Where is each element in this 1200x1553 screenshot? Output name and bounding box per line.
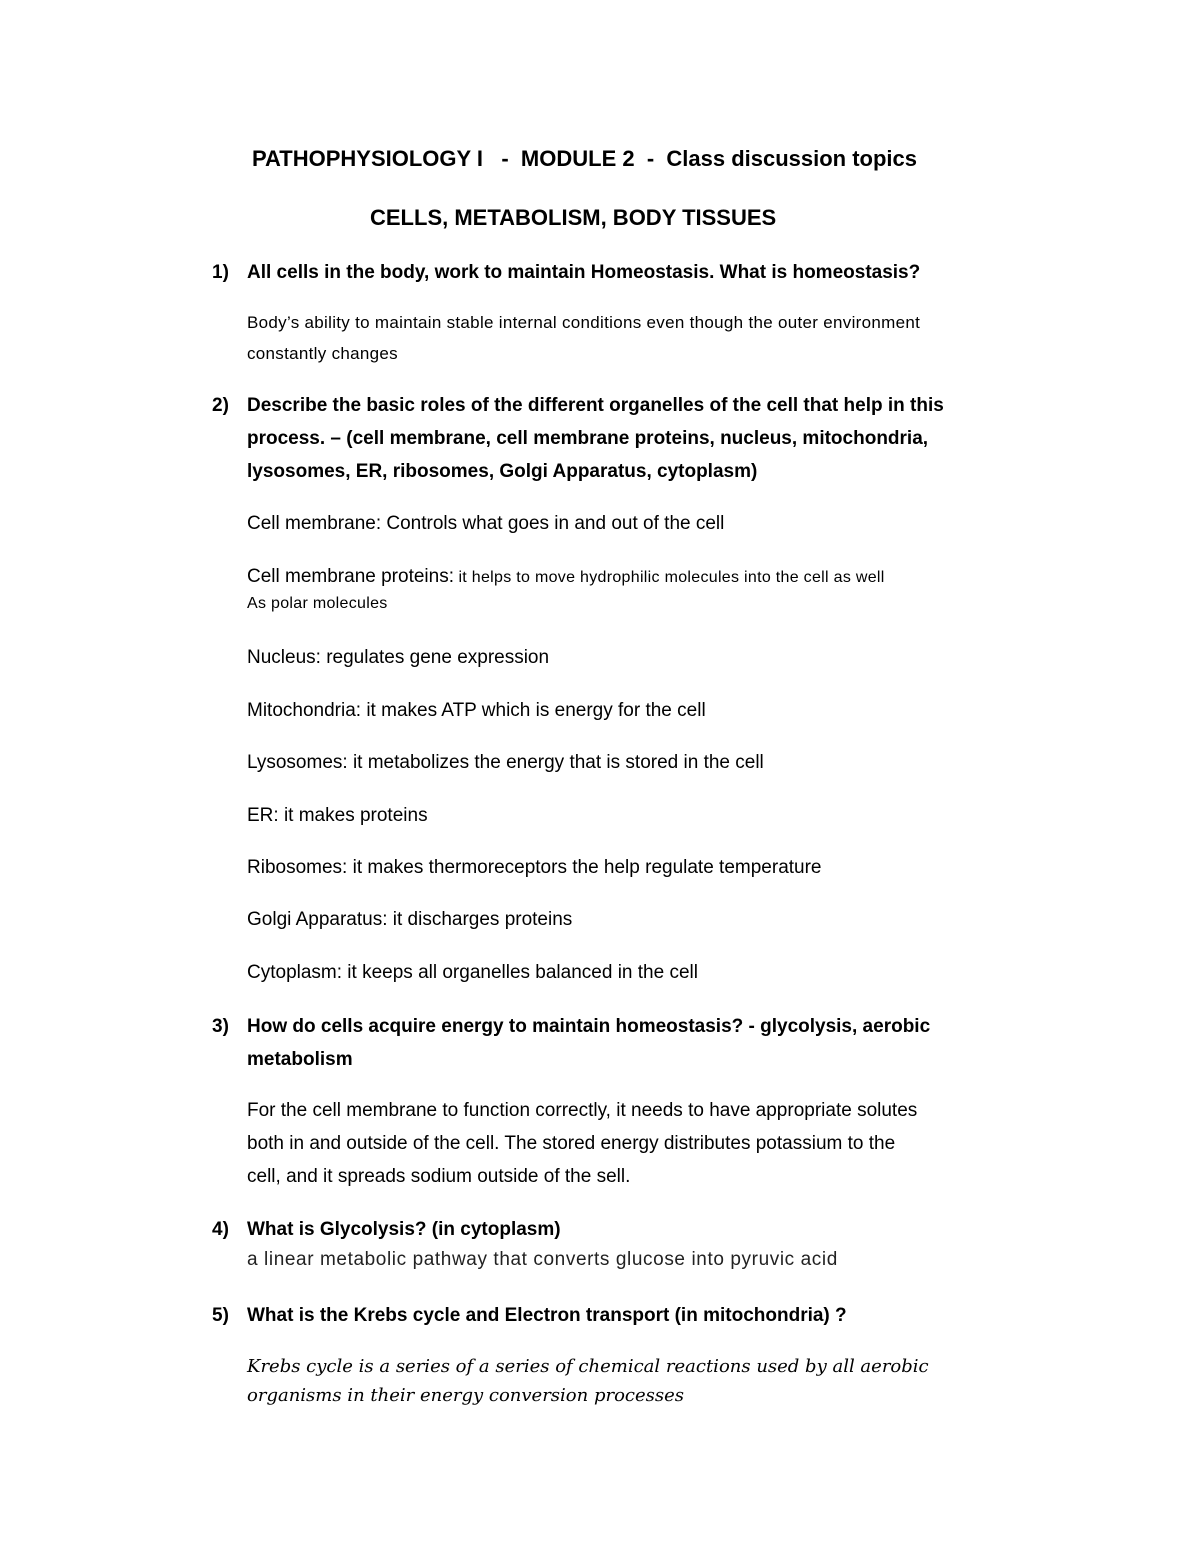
q3-answer-line2: both in and outside of the cell. The stored energy distributes potassium to the: [247, 1133, 896, 1154]
q2-proteins-text: it helps to move hydrophilic molecules into the cell as well: [458, 569, 885, 586]
q4-question: What is Glycolysis? (in cytoplasm): [247, 1219, 561, 1240]
q4-answer: a linear metabolic pathway that converts glucose into pyruvic acid: [247, 1249, 838, 1270]
q2-er: ER: it makes proteins: [247, 805, 428, 826]
q1-question: All cells in the body, work to maintain Homeostasis. What is homeostasis?: [247, 262, 921, 283]
q1-number: 1): [212, 262, 229, 283]
q2-nucleus: Nucleus: regulates gene expression: [247, 647, 550, 668]
q1-answer-line1: Body’s ability to maintain stable internal conditions even though the outer environment: [247, 313, 921, 332]
q3-answer-line3: cell, and it spreads sodium outside of the sell.: [247, 1166, 631, 1187]
q2-cytoplasm: Cytoplasm: it keeps all organelles balanced in the cell: [247, 962, 698, 983]
q2-question-line2: process. – (cell membrane, cell membrane proteins, nucleus, mitochondria,: [247, 428, 929, 449]
q2-golgi: Golgi Apparatus: it discharges proteins: [247, 909, 573, 930]
q5-question: What is the Krebs cycle and Electron transport (in mitochondria) ?: [247, 1305, 847, 1326]
q3-number: 3): [212, 1016, 229, 1037]
q2-cell-membrane: Cell membrane: Controls what goes in and out of the cell: [247, 513, 725, 534]
q3-answer-line1: For the cell membrane to function correctly, it needs to have appropriate solutes: [247, 1100, 918, 1121]
q2-proteins-text-line2: As polar molecules: [247, 595, 388, 612]
q4-number: 4): [212, 1219, 229, 1240]
q2-number: 2): [212, 395, 229, 416]
q2-membrane-proteins: [247, 566, 885, 588]
q3-question-line2: metabolism: [247, 1049, 353, 1070]
q2-ribosomes: Ribosomes: it makes thermoreceptors the help regulate temperature: [247, 857, 822, 878]
q2-mitochondria: Mitochondria: it makes ATP which is energy for the cell: [247, 700, 706, 721]
q5-answer-line1: Krebs cycle is a series of a series of chemical reactions used by all aerobic: [247, 1356, 929, 1377]
q5-number: 5): [212, 1305, 229, 1326]
q3-question-line1: How do cells acquire energy to maintain homeostasis? - glycolysis, aerobic: [247, 1016, 931, 1037]
q2-proteins-label: Cell membrane proteins:: [247, 566, 454, 587]
document-title: PATHOPHYSIOLOGY I - MODULE 2 - Class discussion topics: [252, 146, 918, 171]
q2-lysosomes: Lysosomes: it metabolizes the energy that is stored in the cell: [247, 752, 764, 773]
q5-answer-line2: organisms in their energy conversion processes: [247, 1385, 685, 1406]
q2-question-line3: lysosomes, ER, ribosomes, Golgi Apparatus, cytoplasm): [247, 461, 758, 482]
q2-question-line1: Describe the basic roles of the different organelles of the cell that help in this: [247, 395, 944, 416]
q1-answer-line2: constantly changes: [247, 344, 398, 363]
document-subtitle: CELLS, METABOLISM, BODY TISSUES: [370, 205, 777, 230]
